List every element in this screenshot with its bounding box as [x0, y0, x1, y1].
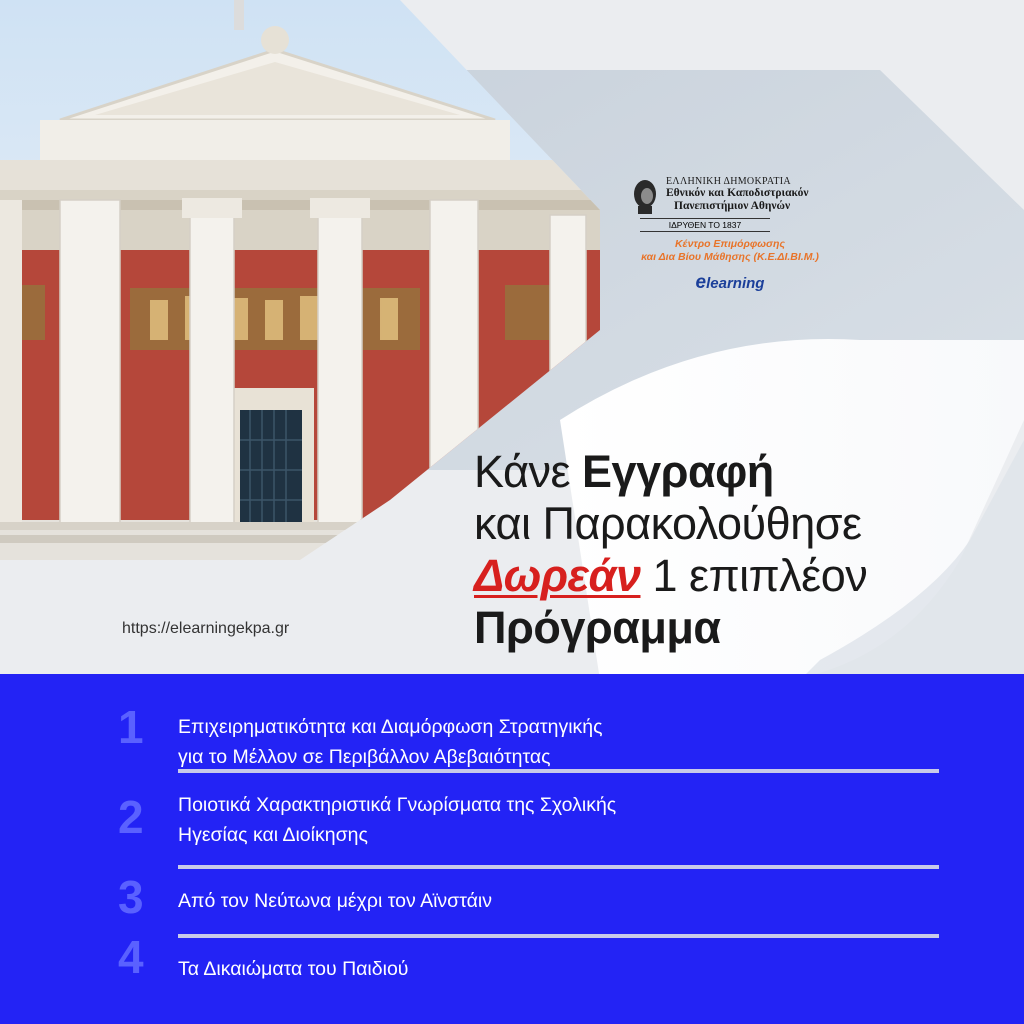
logo-center-line2: και Δια Βίου Μάθησης (Κ.Ε.ΔΙ.ΒΙ.Μ.): [641, 251, 819, 263]
logo-founded-text: ΙΔΡΥΘΕΝ ΤΟ 1837: [640, 218, 770, 232]
list-item-line1: Ποιοτικά Χαρακτηριστικά Γνωρίσματα της Σχολικής: [178, 794, 617, 816]
headline-line3: [474, 550, 867, 602]
divider: [178, 769, 939, 773]
headline-line1: [474, 446, 867, 498]
list-item-text: [178, 886, 492, 916]
logo-center-name: [630, 238, 830, 264]
website-url: https://elearningekpa.gr: [122, 620, 290, 637]
elearning-e-letter: e: [695, 272, 707, 293]
list-item-line2: για το Μέλλον σε Περιβάλλον Αβεβαιότητας: [178, 746, 551, 768]
list-item-line1: Από τον Νεύτωνα μέχρι τον Αϊνστάιν: [178, 890, 492, 912]
logo-university-line2: Πανεπιστήμιον Αθηνών: [674, 200, 791, 212]
headline-extra-text: 1 επιπλέον: [640, 550, 868, 601]
program-list: [0, 674, 1024, 1024]
list-item-text: [178, 954, 408, 984]
elearning-logo: [630, 272, 830, 294]
headline-line4: Πρόγραμμα: [474, 602, 721, 653]
headline: [474, 446, 867, 654]
list-item-number: 1: [118, 701, 144, 753]
divider: [178, 934, 939, 938]
headline-register-prefix: Κάνε: [474, 446, 583, 497]
elearning-wordmark: learning: [706, 275, 765, 292]
list-item-text: [178, 790, 616, 850]
list-item-number: 3: [118, 871, 144, 923]
headline-free-word: Δωρεάν: [474, 550, 641, 601]
list-item-line1: Τα Δικαιώματα του Παιδιού: [178, 958, 409, 980]
headline-register-word: Εγγραφή: [582, 446, 774, 497]
logo-country-text: ΕΛΛΗΝΙΚΗ ΔΗΜΟΚΡΑΤΙΑ: [666, 176, 791, 187]
divider: [178, 865, 939, 869]
logo-center-line1: Κέντρο Επιμόρφωσης: [674, 238, 786, 250]
university-logo: [630, 176, 850, 294]
list-item-text: [178, 712, 603, 772]
headline-line2: και Παρακολούθησε: [474, 498, 862, 549]
list-item-number: 2: [118, 791, 144, 843]
athena-emblem-icon: [630, 176, 660, 216]
list-item-line1: Επιχειρηματικότητα και Διαμόρφωση Στρατηγικής: [178, 716, 603, 738]
list-item-number: 4: [118, 931, 144, 983]
logo-university-line1: Εθνικόν και Καποδιστριακόν: [666, 187, 809, 199]
list-item-line2: Ηγεσίας και Διοίκησης: [178, 824, 368, 846]
